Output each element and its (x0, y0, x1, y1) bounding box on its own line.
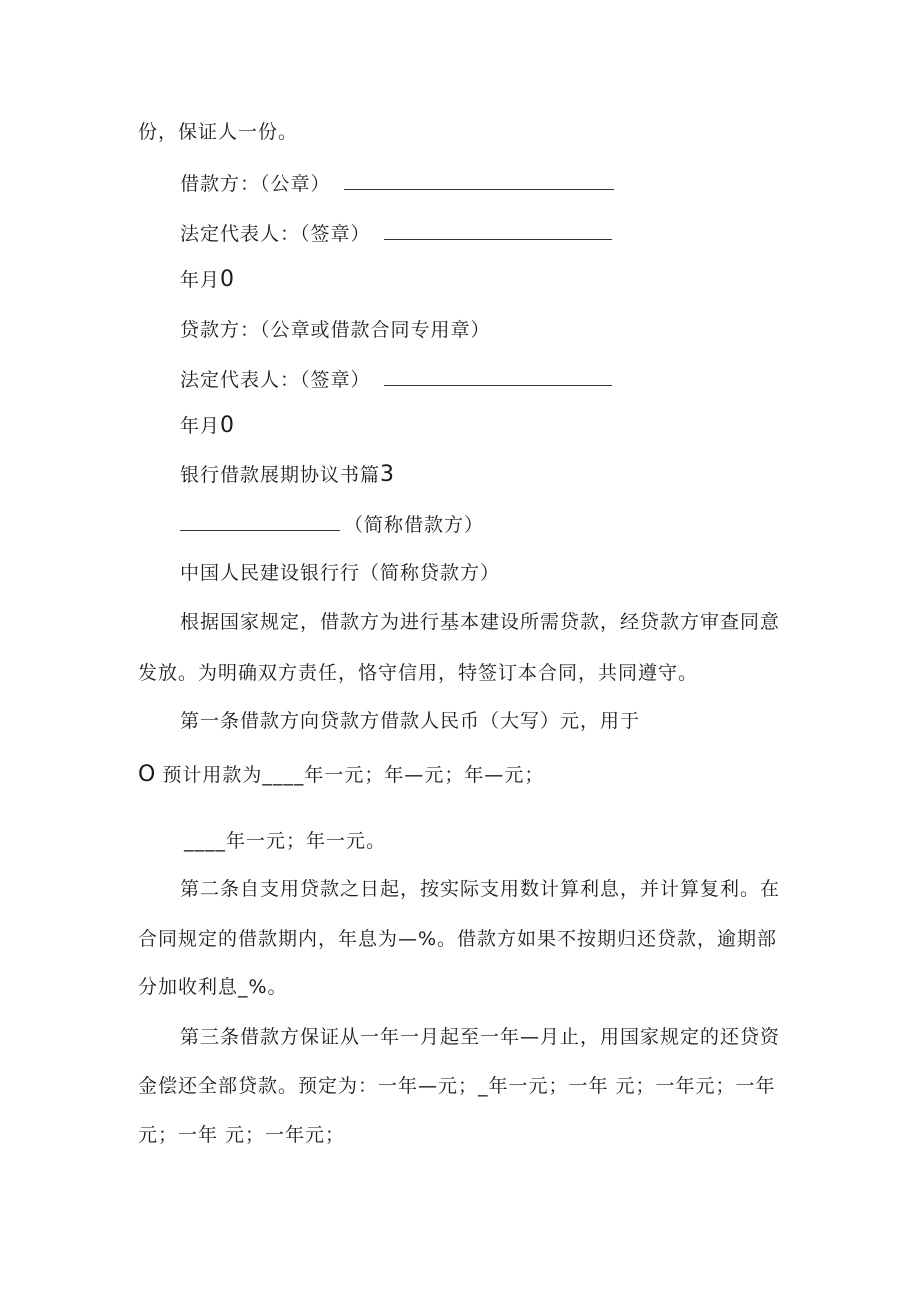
borrower-abbrev-line (180, 512, 484, 537)
section-heading-text: 银行借款展期协议书篇 (180, 464, 381, 486)
section-heading-number: 3 (380, 462, 395, 487)
paragraph-line (180, 610, 780, 634)
lender-representative-line (180, 367, 612, 392)
date-number: 0 (220, 413, 235, 438)
lender-seal-label: 贷款方：（公章或借款合同专用章） (180, 319, 491, 341)
article-two-text: 第二条自支用贷款之日起，按实际支用数计算利息，并计算复利。在 (180, 878, 781, 900)
borrower-abbrev-text: （简称借款方） (344, 514, 485, 536)
lender-abbrev-line (180, 561, 500, 585)
article-three-text: 第三条借款方保证从一年一月起至一年—月止，用国家规定的还贷资 (180, 1026, 781, 1048)
article-three-text: 元；一年 元；一年元； (138, 1124, 346, 1146)
lender-representative-label: 法定代表人：（签章） (180, 369, 371, 391)
borrower-name-blank (180, 512, 340, 531)
planned-usage-text: 预计用款为____年一元；年—元；年—元； (162, 764, 545, 786)
paragraph-text: 发放。为明确双方责任，恪守信用，特签订本合同，共同遵守。 (138, 662, 699, 684)
article-two-line (180, 877, 780, 901)
borrower-seal-label: 借款方：（公章） (180, 173, 331, 195)
lender-seal-line (180, 318, 491, 342)
text-line-1 (138, 120, 298, 144)
article-three-line (180, 1025, 780, 1049)
date-number: 0 (220, 267, 235, 292)
planned-usage-continued-text: ____年一元；年一元。 (184, 830, 387, 852)
article-two-line (138, 927, 777, 951)
planned-usage-continued-line (184, 829, 386, 853)
planned-usage-line (138, 763, 544, 787)
circle-mark: O (138, 762, 156, 787)
paragraph-line (138, 661, 698, 685)
lender-abbrev-text: 中国人民建设银行行（简称贷款方） (180, 562, 501, 584)
article-two-text: 合同规定的借款期内，年息为—%。借款方如果不按期归还贷款，逾期部 (138, 928, 778, 950)
date-line-1 (180, 268, 234, 292)
article-three-line (138, 1123, 345, 1147)
date-label: 年月 (180, 415, 221, 437)
borrower-seal-blank (344, 171, 614, 190)
article-two-text: 分加收利息_%。 (138, 976, 288, 998)
date-label: 年月 (180, 269, 221, 291)
text-content: 份，保证人一份。 (138, 121, 299, 143)
section-heading (180, 463, 394, 487)
lender-representative-blank (384, 367, 612, 386)
article-three-line (138, 1074, 776, 1098)
article-one-text: 第一条借款方向贷款方借款人民币（大写）元，用于 (180, 710, 641, 732)
date-line-2 (180, 414, 234, 438)
borrower-representative-blank (384, 221, 612, 240)
borrower-seal-line (180, 171, 614, 196)
article-three-text: 金偿还全部贷款。预定为：一年—元；_年一元；一年 元；一年元；一年 (138, 1075, 776, 1097)
paragraph-text: 根据国家规定，借款方为进行基本建设所需贷款，经贷款方审查同意 (180, 611, 781, 633)
article-one-line (180, 709, 640, 733)
borrower-representative-line (180, 221, 612, 246)
borrower-representative-label: 法定代表人：（签章） (180, 223, 371, 245)
article-two-line (138, 975, 288, 999)
